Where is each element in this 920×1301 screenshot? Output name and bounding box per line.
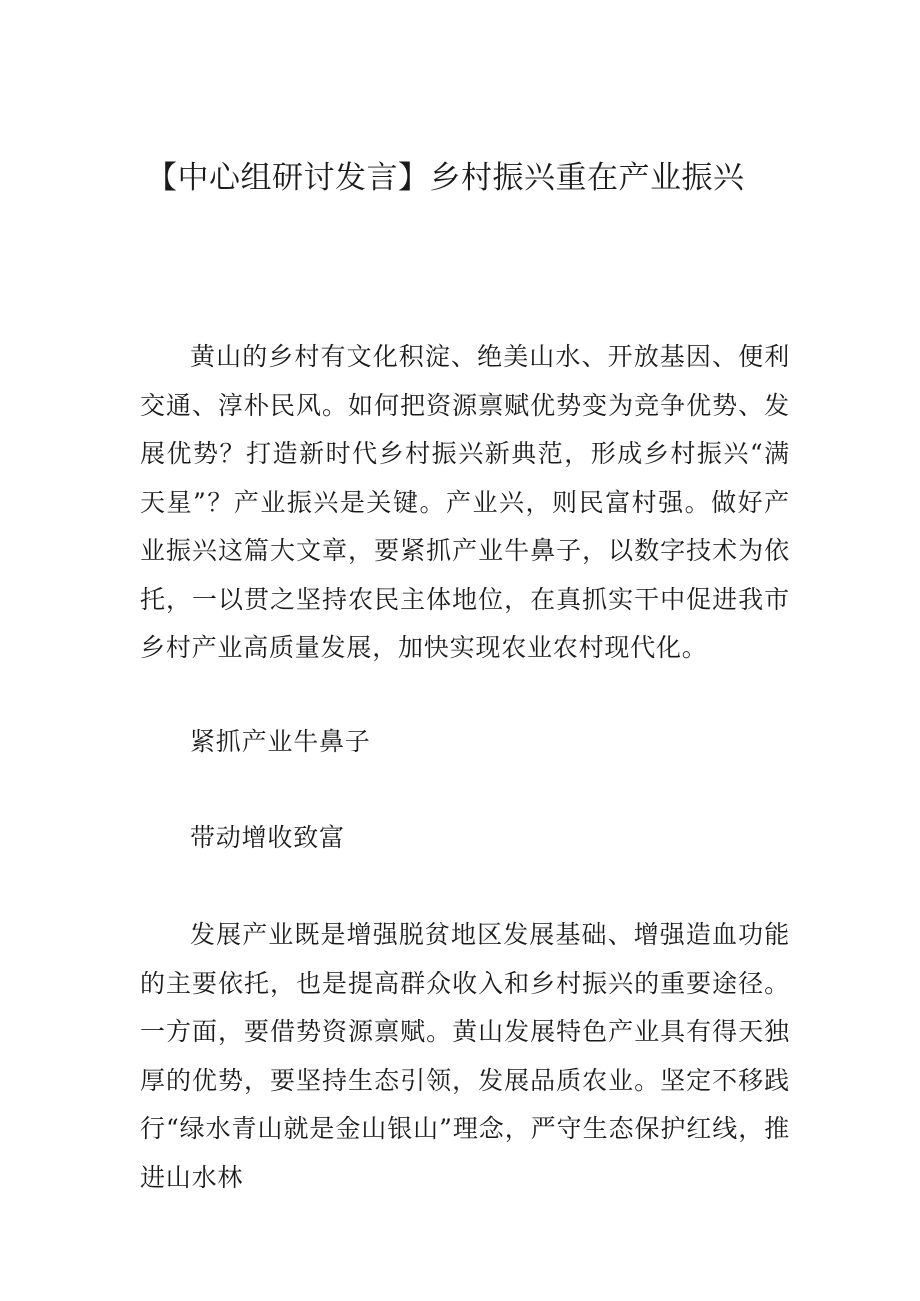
body-paragraph: 发展产业既是增强脱贫地区发展基础、增强造血功能的主要依托，也是提高群众收入和乡村振兴的重要途径。一方面，要借势资源禀赋。黄山发展特色产业具有得天独厚的优势，要坚持生态引领，发展品质农业。坚定不移践行“绿水青山就是金山银山”理念，严守生态保护红线，推进山水林 <box>140 920 790 1192</box>
section-heading-1: 紧抓产业牛鼻子 <box>190 727 371 756</box>
intro-paragraph: 黄山的乡村有文化积淀、绝美山水、开放基因、便利交通、淳朴民风。如何把资源禀赋优势变为竞争优势、发展优势？打造新时代乡村振兴新典范，形成乡村振兴“满天星”？产业振兴是关键。产业兴，则民富村强。做好产业振兴这篇大文章，要紧抓产业牛鼻子，以数字技术为依托，一以贯之坚持农民主体地位，在真抓实干中促进我市乡村产业高质量发展，加快实现农业农村现代化。 <box>140 342 790 662</box>
section-heading-2: 带动增收致富 <box>190 823 345 852</box>
document-title: 【中心组研讨发言】乡村振兴重在产业振兴 <box>146 160 745 196</box>
